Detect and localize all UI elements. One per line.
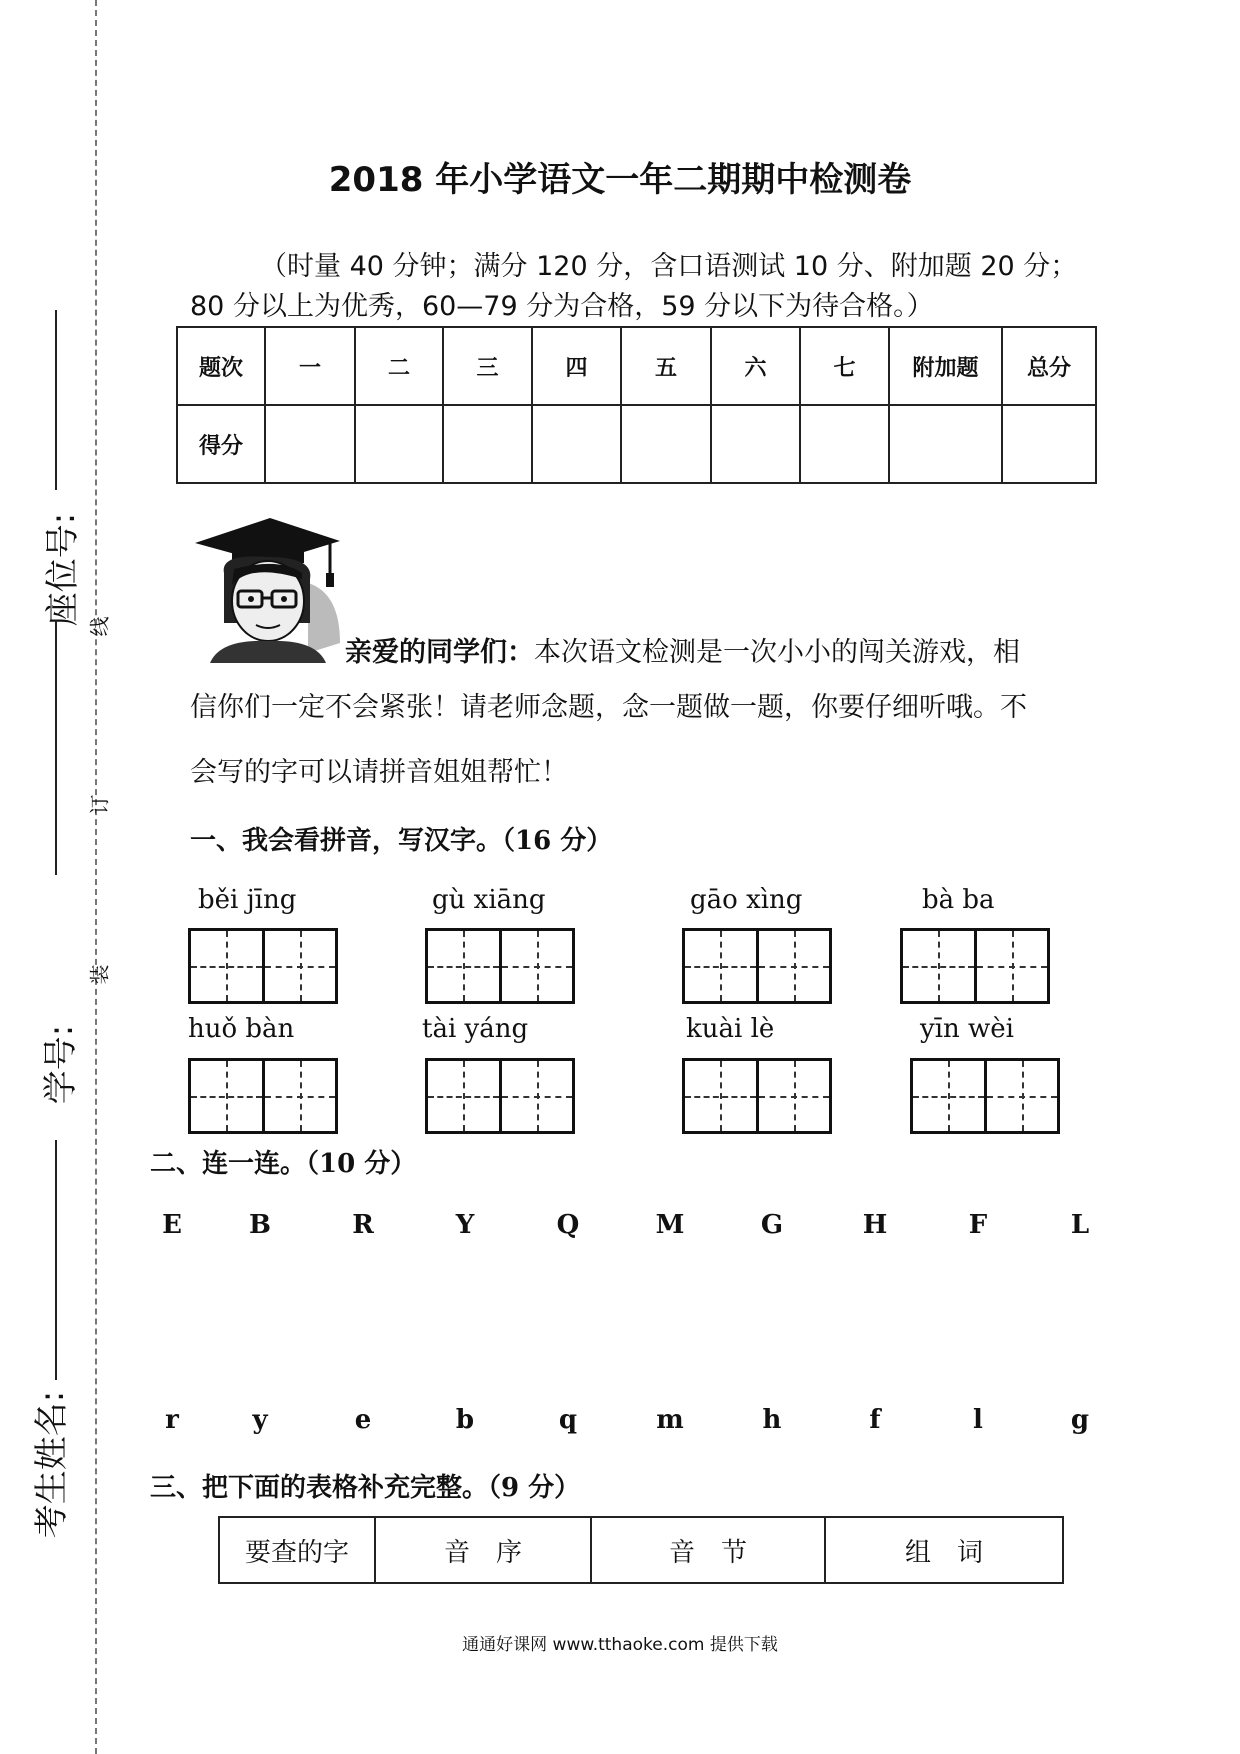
intro-line3: 会写的字可以请拼音姐姐帮忙！ <box>190 757 568 788</box>
pinyin-label: běi jīng <box>198 885 297 915</box>
grid-cell[interactable] <box>191 931 265 1001</box>
score-header-cell: 总分 <box>1002 327 1096 405</box>
dictionary-table <box>218 1516 1064 1584</box>
dictionary-header-cell: 音 序 <box>375 1517 591 1583</box>
score-header-cell: 五 <box>621 327 711 405</box>
score-header-cell: 四 <box>532 327 621 405</box>
seat-number-line-lower <box>55 620 57 875</box>
score-entry-cell[interactable] <box>532 405 621 483</box>
writing-grid[interactable] <box>910 1058 1060 1134</box>
exam-info-line2: 80 分以上为优秀，60—79 分为合格，59 分以下为待合格。） <box>190 291 934 322</box>
grid-cell[interactable] <box>685 931 759 1001</box>
dictionary-header-cell: 音 节 <box>591 1517 825 1583</box>
pinyin-label: bà ba <box>922 885 995 915</box>
lowercase-letter[interactable]: m <box>656 1405 684 1435</box>
uppercase-letter[interactable]: L <box>1070 1210 1090 1240</box>
section3-heading: 三、把下面的表格补充完整。（9 分） <box>150 1473 581 1503</box>
writing-grid[interactable] <box>188 1058 338 1134</box>
seat-number-line <box>55 310 57 490</box>
writing-grid[interactable] <box>425 1058 575 1134</box>
seat-number-label: 座位号: <box>43 512 84 627</box>
intro-line1-text: 本次语文检测是一次小小的闯关游戏，相 <box>534 637 1020 668</box>
student-id-line <box>55 1140 57 1380</box>
uppercase-letter[interactable]: B <box>249 1210 271 1240</box>
section2-heading: 二、连一连。（10 分） <box>150 1149 417 1179</box>
score-header-cell: 题次 <box>177 327 265 405</box>
grid-cell[interactable] <box>977 931 1048 1001</box>
student-name-label: 考生姓名: <box>32 1390 73 1539</box>
writing-grid[interactable] <box>682 1058 832 1134</box>
exam-info-line1: （时量 40 分钟；满分 120 分，含口语测试 10 分、附加题 20 分； <box>260 251 1078 282</box>
lowercase-letter[interactable]: r <box>165 1405 179 1435</box>
dictionary-header-cell: 组 词 <box>825 1517 1063 1583</box>
uppercase-letter[interactable]: R <box>352 1210 374 1240</box>
page-title: 2018 年小学语文一年二期期中检测卷 <box>328 160 912 200</box>
pinyin-label: huǒ bàn <box>188 1014 295 1044</box>
pinyin-label: tài yáng <box>422 1014 529 1044</box>
grid-cell[interactable] <box>428 1061 502 1131</box>
lowercase-letter[interactable]: y <box>252 1405 268 1435</box>
uppercase-letter[interactable]: G <box>760 1210 784 1240</box>
uppercase-letter[interactable]: Q <box>556 1210 580 1240</box>
lowercase-letter[interactable]: l <box>973 1405 983 1435</box>
score-table-header-row <box>177 327 1096 405</box>
score-header-cell: 七 <box>800 327 889 405</box>
writing-grid[interactable] <box>425 928 575 1004</box>
score-entry-cell[interactable] <box>265 405 355 483</box>
score-header-cell: 二 <box>355 327 443 405</box>
score-entry-cell[interactable] <box>889 405 1002 483</box>
score-header-cell: 六 <box>711 327 800 405</box>
score-header-cell: 三 <box>443 327 532 405</box>
pinyin-label: gù xiāng <box>432 885 546 915</box>
grid-cell[interactable] <box>191 1061 265 1131</box>
score-table-score-row <box>177 405 1096 483</box>
grid-cell[interactable] <box>502 931 573 1001</box>
lowercase-letter[interactable]: f <box>869 1405 881 1435</box>
score-entry-cell[interactable] <box>443 405 532 483</box>
lowercase-letter[interactable]: g <box>1070 1405 1090 1435</box>
footer-note: 通通好课网 www.tthaoke.com 提供下载 <box>462 1635 778 1655</box>
section1-heading: 一、我会看拼音，写汉字。（16 分） <box>190 826 613 856</box>
score-header-cell: 一 <box>265 327 355 405</box>
grid-cell[interactable] <box>903 931 977 1001</box>
intro-line2: 信你们一定不会紧张！请老师念题，念一题做一题，你要仔细听哦。不 <box>190 692 1027 723</box>
pinyin-label: kuài lè <box>686 1014 775 1044</box>
binding-mark-ding: 订 <box>87 794 112 815</box>
score-entry-cell[interactable] <box>711 405 800 483</box>
grid-cell[interactable] <box>265 1061 336 1131</box>
lowercase-letter[interactable]: h <box>762 1405 782 1435</box>
lowercase-letter[interactable]: q <box>558 1405 578 1435</box>
uppercase-letter[interactable]: M <box>655 1210 685 1240</box>
uppercase-letter[interactable]: H <box>862 1210 888 1240</box>
score-table <box>176 326 1097 484</box>
grid-cell[interactable] <box>987 1061 1058 1131</box>
grid-cell[interactable] <box>685 1061 759 1131</box>
pinyin-label: yīn wèi <box>920 1014 1014 1044</box>
lowercase-letter[interactable]: b <box>455 1405 475 1435</box>
lowercase-letter[interactable]: e <box>354 1405 372 1435</box>
writing-grid[interactable] <box>188 928 338 1004</box>
score-entry-cell[interactable] <box>355 405 443 483</box>
uppercase-letter[interactable]: F <box>968 1210 988 1240</box>
grid-cell[interactable] <box>759 931 830 1001</box>
grid-cell[interactable] <box>428 931 502 1001</box>
grid-cell[interactable] <box>913 1061 987 1131</box>
score-header-cell: 附加题 <box>889 327 1002 405</box>
binding-mark-line: 线 <box>87 616 112 637</box>
pinyin-label: gāo xìng <box>690 885 803 915</box>
grid-cell[interactable] <box>265 931 336 1001</box>
score-entry-cell[interactable] <box>621 405 711 483</box>
score-entry-cell[interactable] <box>1002 405 1096 483</box>
writing-grid[interactable] <box>682 928 832 1004</box>
uppercase-letter[interactable]: E <box>162 1210 182 1240</box>
grid-cell[interactable] <box>502 1061 573 1131</box>
intro-lead: 亲爱的同学们： <box>345 637 534 668</box>
grid-cell[interactable] <box>759 1061 830 1131</box>
dictionary-table-header-row <box>219 1517 1063 1583</box>
score-row-label: 得分 <box>177 405 265 483</box>
binding-dashed-line <box>95 0 97 1754</box>
score-entry-cell[interactable] <box>800 405 889 483</box>
uppercase-letter[interactable]: Y <box>455 1210 475 1240</box>
binding-mark-zhuang: 装 <box>87 964 112 985</box>
intro-line1 <box>190 630 1095 669</box>
writing-grid[interactable] <box>900 928 1050 1004</box>
student-id-label: 学号: <box>41 1024 82 1105</box>
dictionary-header-cell: 要查的字 <box>219 1517 375 1583</box>
